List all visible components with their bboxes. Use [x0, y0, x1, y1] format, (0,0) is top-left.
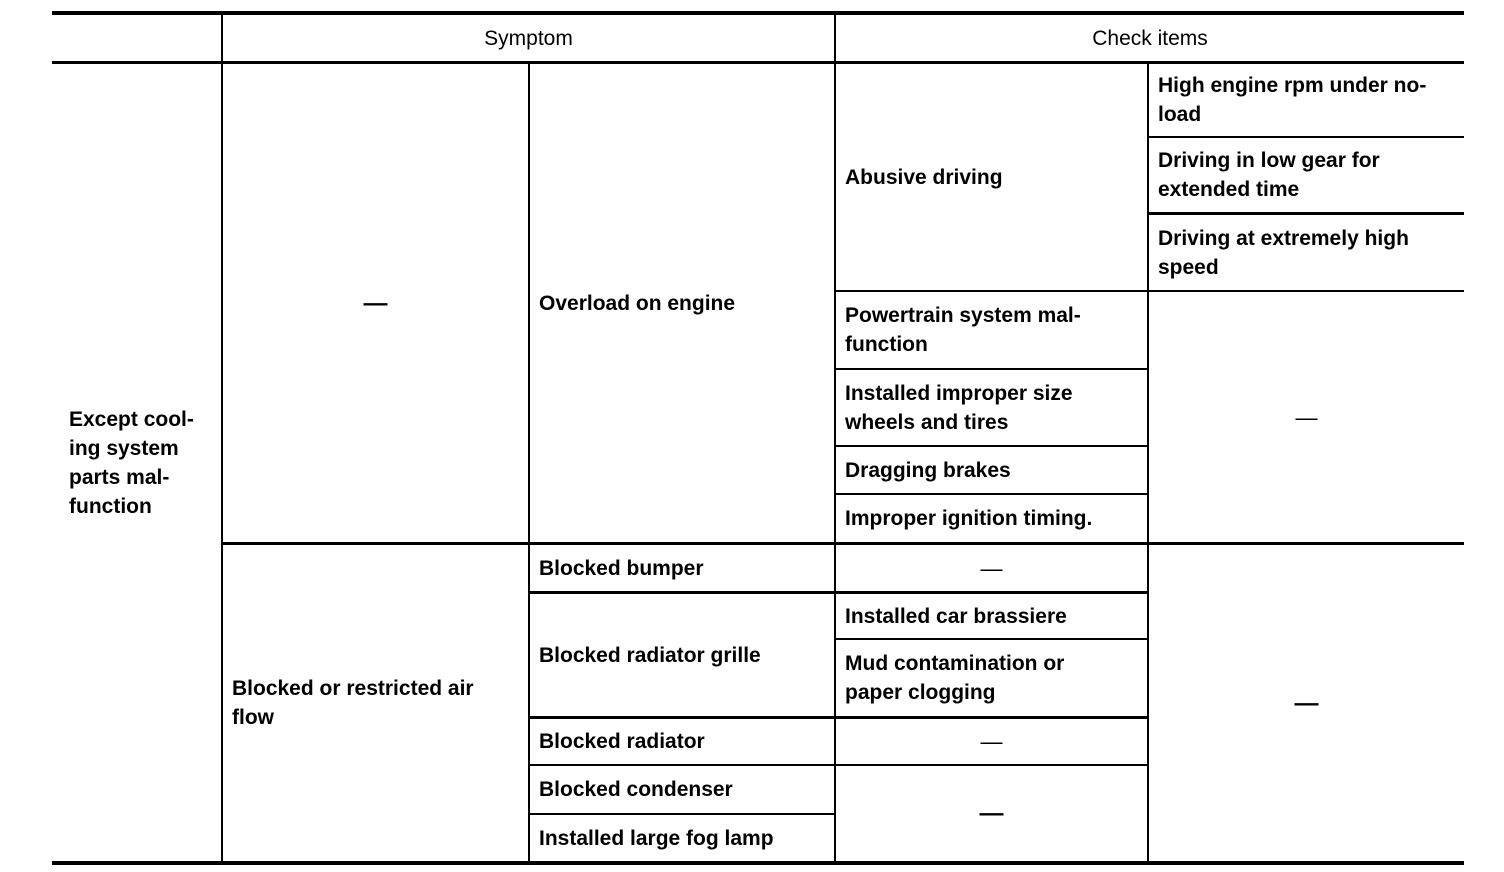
overload-symptom-dash: — — [363, 289, 388, 317]
abusive-detail-high-speed: Driving at extremely high speed — [1158, 226, 1409, 279]
car-brassiere-cell: Installed car brassiere — [845, 604, 1067, 628]
powertrain-malfunction-cell: Powertrain system mal- function — [845, 304, 1081, 356]
airflow-detail-dash: — — [1294, 689, 1319, 717]
abusive-detail-low-gear: Driving in low gear for extended time — [1158, 149, 1380, 201]
overload-on-engine-cell: Overload on engine — [539, 291, 736, 315]
bumper-check-dash: — — [980, 555, 1003, 581]
check-items-header: Check items — [1092, 26, 1208, 50]
ignition-timing-cell: Improper ignition timing. — [845, 507, 1093, 530]
dragging-brakes-cell: Dragging brakes — [845, 458, 1011, 482]
blocked-grille-cell: Blocked radiator grille — [539, 643, 761, 667]
mud-contamination-cell: Mud contamination or paper clogging — [845, 652, 1065, 704]
symptom-header: Symptom — [484, 26, 573, 50]
abusive-detail-high-rpm: High engine rpm under no- load — [1158, 74, 1427, 126]
blocked-condenser-cell: Blocked condenser — [539, 778, 733, 801]
blocked-bumper-cell: Blocked bumper — [539, 556, 704, 580]
condenser-fog-check-dash: — — [979, 800, 1004, 827]
category-cell: Except cool- ing system parts mal- function — [69, 407, 194, 518]
restricted-air-flow-cell: Blocked or restricted air flow — [232, 677, 474, 729]
table-bottom-rule — [52, 861, 1464, 865]
radiator-check-dash: — — [980, 729, 1003, 754]
other-checks-detail-dash: — — [1295, 404, 1318, 430]
abusive-driving-cell: Abusive driving — [845, 165, 1003, 189]
improper-wheels-cell: Installed improper size wheels and tires — [845, 381, 1073, 434]
blocked-radiator-cell: Blocked radiator — [539, 730, 705, 753]
fog-lamp-cell: Installed large fog lamp — [539, 826, 774, 850]
